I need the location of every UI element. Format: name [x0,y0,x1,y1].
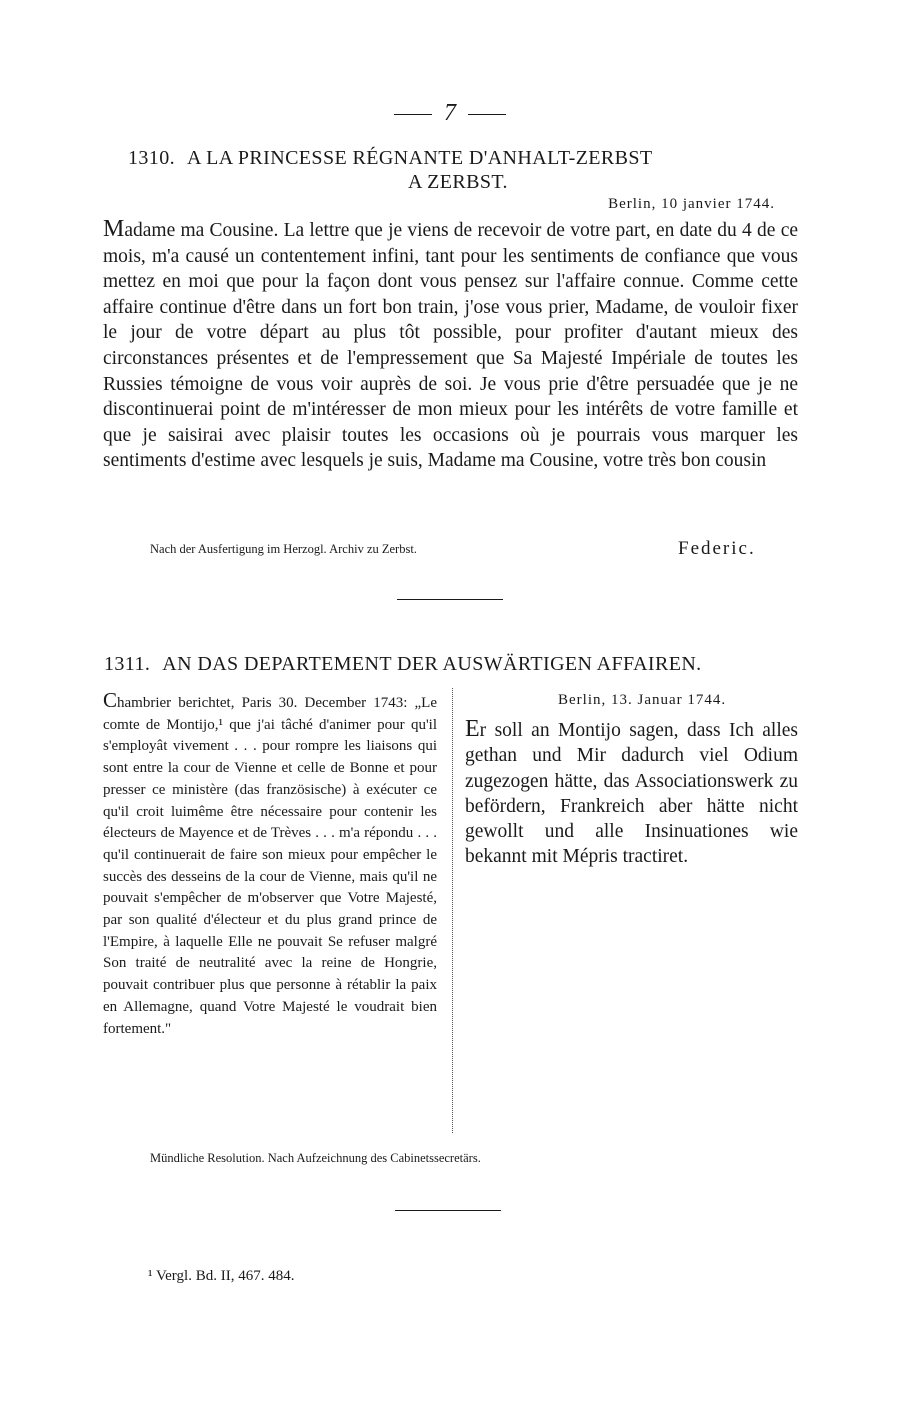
section-divider-rule-bottom [395,1210,501,1211]
page-number-dash-left [394,114,432,115]
doc-1311-resolution-column [465,717,798,870]
doc-1311-report-initial: C [103,688,118,712]
doc-1310-letter-body [103,217,798,474]
page-number-dash-right [468,114,506,115]
doc-1310-initial: M [103,216,125,242]
doc-1311-source-note: Mündliche Resolution. Nach Aufzeichnung des Cabinetssecretärs. [150,1151,481,1165]
doc-1311-title [104,652,800,676]
doc-1310-number: 1310. [128,147,175,169]
doc-1310-signature: Federic. [678,538,756,559]
doc-1310-title [128,146,788,170]
doc-1311-number: 1311. [104,653,151,675]
column-divider [452,688,453,1133]
doc-1311-report-column [103,690,437,1040]
doc-1311-resolution-text: r soll an Montijo sagen, dass Ich alles gethan und Mir dadurch viel Odium zugezogen hätte, das Associationswerk zu befördern, Frankreich aber hätte nicht gewollt und alle Insinuationes wie bekannt mit Mépris tractiret. [465,720,798,868]
doc-1311-resolution-initial: E [465,716,480,742]
doc-1311-date: Berlin, 13. Januar 1744. [558,692,727,708]
doc-1310-title-line1: A LA PRINCESSE RÉGNANTE D'ANHALT-ZERBST [187,147,653,169]
doc-1311-report-text: hambrier berichtet, Paris 30. December 1743: „Le comte de Montijo,¹ que j'ai tâché d'animer pour qu'il s'employât vivement . . . pour rompre les liaisons qui sont entre la cour de Vienne et celle de Bonne et pour presser ce ministère (das französische) à exécuter ce qu'il croit luimême être nécessaire pour contenir les électeurs de Mayence et de Trèves . . . m'a répondu . . . qu'il continuerait de faire son mieux pour empêcher le succès des desseins de la cour de Vienne, mais qu'il ne pouvait s'empêcher de m'observer que Votre Majesté, par son qualité d'électeur et du plus grand prince de l'Empire, à laquelle Elle ne pouvait Se refuser malgré Son traité de neutralité avec la reine de Hongrie, pouvait contribuer plus que personne à rétablir la paix en Allemagne, quand Votre Majesté le voudrait bien fortement." [103,695,437,1037]
doc-1310-date: Berlin, 10 janvier 1744. [608,196,775,212]
page-number-value: 7 [444,100,456,126]
footnote: ¹ Vergl. Bd. II, 467. 484. [148,1268,295,1284]
section-divider-rule [397,599,503,600]
doc-1310-title-line2: A ZERBST. [408,171,508,193]
doc-1311-title-text: AN DAS DEPARTEMENT DER AUSWÄRTIGEN AFFAIREN. [162,653,702,675]
page-number [0,100,900,127]
doc-1310-source-note: Nach der Ausfertigung im Herzogl. Archiv zu Zerbst. [150,542,417,556]
doc-1310-body-text: adame ma Cousine. La lettre que je viens de recevoir de votre part, en date du 4 de ce mois, m'a causé un contentement infini, tant pour les sentiments de confiance que vous mettez en moi que pour la façon dont vous pensez sur l'affaire connue. Comme cette affaire continue d'être dans un fort bon train, j'ose vous prier, Madame, de vouloir fixer le jour de votre départ au plus tôt possible, pour profiter d'autant mieux des circonstances présentes et de l'empressement que Sa Majesté Impériale de toutes les Russies témoigne de vous voir auprès de soi. Je vous prie d'être persuadée que je ne discontinuerai point de m'intéresser de mon mieux pour les intérêts de votre famille et que je saisirai avec plaisir toutes les occasions où je pourrais vous marquer les sentiments d'estime avec lesquels je suis, Madame ma Cousine, votre très bon cousin [103,220,798,472]
